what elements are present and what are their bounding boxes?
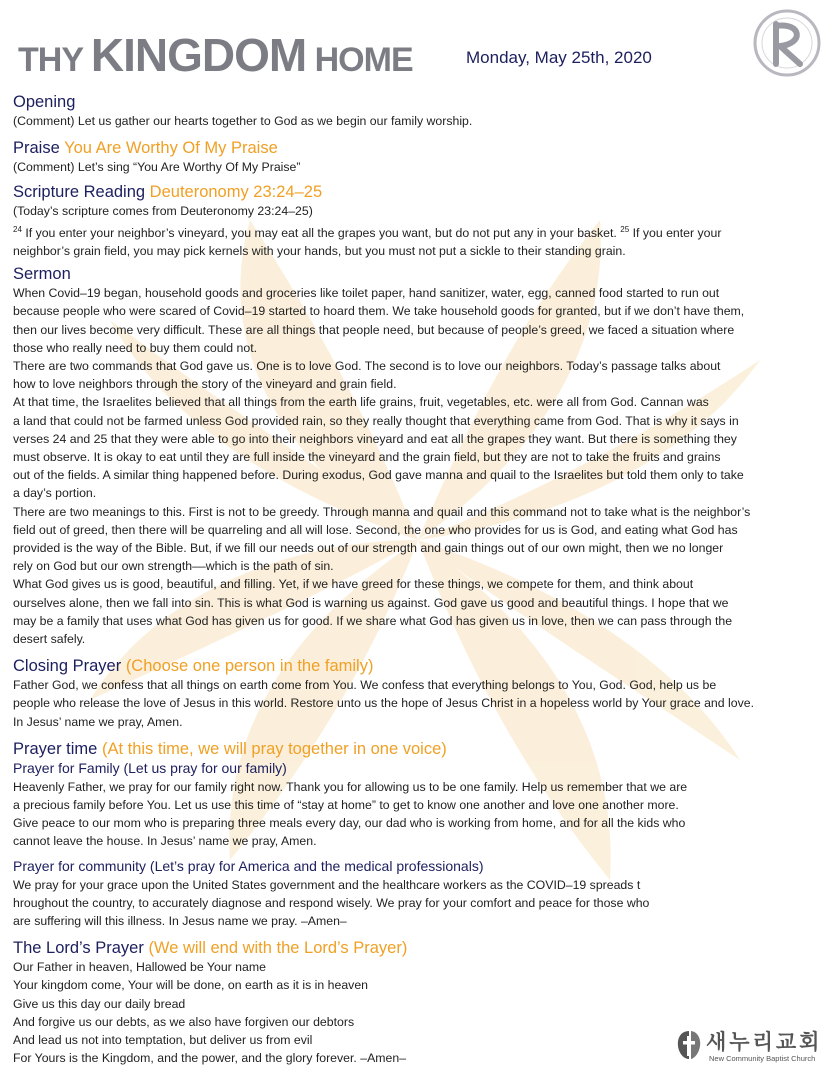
family-prayer-line: Give peace to our mom who is preparing three meals every day, our dad who is working from home, and for all the kids who [13, 816, 686, 831]
r-circle-logo-icon [752, 8, 822, 78]
page-header [0, 0, 835, 90]
sermon-line: those who really need to buy them could not. [13, 340, 258, 355]
lords-prayer-heading [13, 938, 828, 958]
praise-song: You Are Worthy Of My Praise [64, 139, 278, 158]
sermon-line: verses 24 and 25 that they were able to go into their neighbors vineyard and eat all the grapes they want. But there is something they [13, 431, 737, 446]
sermon-line: may be a family that uses what God has given us for good. If we share what God has given us in love, then we can pass through the [13, 613, 733, 628]
sermon-line: because people who were scared of Covid–19 started to hoard them. We take household goods for granted, but if we don’t have them, [13, 304, 745, 319]
prayer-time-heading [13, 739, 828, 759]
scripture-heading [13, 182, 828, 202]
sermon-line: rely on God but our own strength––which is the path of sin. [13, 559, 334, 574]
scripture-verses-line1 [13, 221, 828, 242]
sermon-heading [13, 264, 828, 284]
worship-content [13, 92, 828, 1067]
community-prayer-line: hroughout the country, to accurately diagnose and respond wisely. We pray for your comfort and peace for those who [13, 895, 650, 910]
family-prayer-body [13, 778, 828, 851]
closing-heading [13, 656, 828, 676]
lords-prayer-line: Your kingdom come, Your will be done, on earth as it is in heaven [13, 978, 369, 993]
family-prayer-line: a precious family before You. Let us use this time of “stay at home” to get to know one another and love one another more. [13, 797, 679, 812]
sermon-line: how to love neighbors through the story of the vineyard and grain field. [13, 377, 397, 392]
opening-text: (Comment) Let us gather our hearts together to God as we begin our family worship. [13, 114, 473, 128]
sermon-title: Sermon [13, 265, 71, 284]
scripture-verses-line2: neighbor’s grain field, you may pick kernels with your hands, but you must not put a sickle to their standing grain. [13, 243, 626, 258]
sermon-line: out of the fields. A similar thing happened before. During exodus, God gave manna and quail to the Israelites but told them only to take [13, 468, 744, 483]
community-prayer-body [13, 876, 828, 931]
prayer-time-title: Prayer time [13, 739, 98, 758]
verse-25-text: If you enter your [629, 225, 722, 240]
family-prayer-line: Heavenly Father, we pray for our family right now. Thank you for allowing us to be one family. Help us remember that we are [13, 779, 688, 794]
closing-prayer-line: Father God, we confess that all things on earth come from You. We confess that everything belongs to You, God. God, help us be [13, 678, 717, 693]
sermon-line: a day’s portion. [13, 486, 97, 501]
sermon-line: provided is the way of the Bible. But, if we fill our needs out of our strength and gain things out of our own might, then we no longer [13, 540, 724, 555]
community-prayer-heading: Prayer for community (Let’s pray for America and the medical professionals) [13, 857, 484, 874]
family-prayer-line: cannot leave the house. In Jesus’ name we pray, Amen. [13, 834, 317, 849]
lords-prayer-line: For Yours is the Kingdom, and the power, and the glory forever. –Amen– [13, 1051, 407, 1066]
brand-title [18, 28, 413, 82]
closing-prayer-line: people who release the love of Jesus in this world. Restore unto us the hope of Jesus Christ in a hopeless world by Your grace and love. [13, 696, 754, 711]
church-logo [676, 1028, 826, 1066]
sermon-line: must observe. It is okay to eat until they are full inside the vineyard and the grain field, but they are not to take the fruits and grains [13, 449, 721, 464]
opening-title: Opening [13, 93, 76, 111]
praise-heading [13, 138, 828, 158]
scripture-title: Scripture Reading [13, 183, 146, 202]
sermon-line: desert safely. [13, 631, 86, 646]
verse-25-number: 25 [620, 224, 630, 234]
sermon-line: then our lives become very difficult. These are all things that people need, but because of people’s greed, we faced a situation where [13, 322, 735, 337]
lords-prayer-line: Give us this day our daily bread [13, 996, 186, 1011]
praise-title: Praise [13, 139, 60, 158]
verse-24-text: If you enter your neighbor’s vineyard, you may eat all the grapes you want, but do not put any in your basket. [21, 225, 617, 240]
sermon-line: There are two commands that God gave us. One is to love God. The second is to love our neighbors. Today’s passage talks about [13, 358, 721, 373]
brand-home: HOME [306, 41, 413, 79]
opening-heading [13, 92, 828, 112]
community-prayer-line: We pray for your grace upon the United States government and the healthcare workers as the COVID–19 spreads t [13, 877, 641, 892]
sermon-line: field out of greed, then there will be quarreling and all will lose. Second, the one who provides for us is God, and eating what God has [13, 522, 738, 537]
lords-prayer-line: Our Father in heaven, Hallowed be Your name [13, 960, 266, 975]
sermon-line: What God gives us is good, beautiful, and filling. Yet, if we have greed for these things, we compete for them, and think about [13, 577, 694, 592]
church-korean-name: 새누리교회 [706, 1031, 823, 1054]
scripture-intro: (Today’s scripture comes from Deuteronomy 23:24–25) [13, 204, 313, 219]
prayer-time-note: (At this time, we will pray together in one voice) [101, 739, 447, 758]
lords-prayer-note: (We will end with the Lord’s Prayer) [148, 939, 408, 958]
closing-title: Closing Prayer [13, 657, 122, 676]
church-english-name: New Community Baptist Church [709, 1054, 816, 1063]
lords-prayer-title: The Lord’s Prayer [13, 939, 144, 958]
brand-kingdom: KINGDOM [90, 29, 307, 81]
church-mark-icon [676, 1030, 702, 1060]
community-prayer-line: are suffering will this illness. In Jesus name we pray. –Amen– [13, 914, 347, 928]
sermon-body [13, 284, 828, 648]
brand-thy: THY [18, 41, 91, 79]
scripture-reference: Deuteronomy 23:24–25 [149, 183, 323, 202]
sermon-line: At that time, the Israelites believed that all things from the earth life grains, fruit, vegetables, etc. were all from God. Cannan was [13, 395, 709, 410]
closing-prayer-body [13, 676, 828, 731]
verse-24-number: 24 [13, 224, 22, 234]
sermon-line: When Covid–19 began, household goods and groceries like toilet paper, hand sanitizer, water, egg, canned food started to run out [13, 286, 720, 301]
sermon-line: a land that could not be farmed unless God provided rain, so they really thought that everything came from God. That is why it says in [13, 413, 739, 428]
lords-prayer-line: And forgive us our debts, as we also have forgiven our debtors [13, 1014, 355, 1029]
closing-note: (Choose one person in the family) [125, 657, 374, 676]
praise-text: (Comment) Let’s sing “You Are Worthy Of My Praise” [13, 160, 301, 175]
sermon-line: There are two meanings to this. First is not to be greedy. Through manna and quail and this command not to take what is the neighbor’s [13, 504, 751, 519]
worship-date: Monday, May 25th, 2020 [466, 48, 652, 67]
lords-prayer-line: And lead us not into temptation, but deliver us from evil [13, 1033, 313, 1048]
sermon-line: ourselves alone, then we fall into sin. This is what God is warning us against. God gave us good and beautiful things. I hope that we [13, 595, 729, 610]
family-prayer-heading: Prayer for Family (Let us pray for our family) [13, 759, 287, 776]
closing-prayer-line: In Jesus’ name we pray, Amen. [13, 714, 183, 729]
